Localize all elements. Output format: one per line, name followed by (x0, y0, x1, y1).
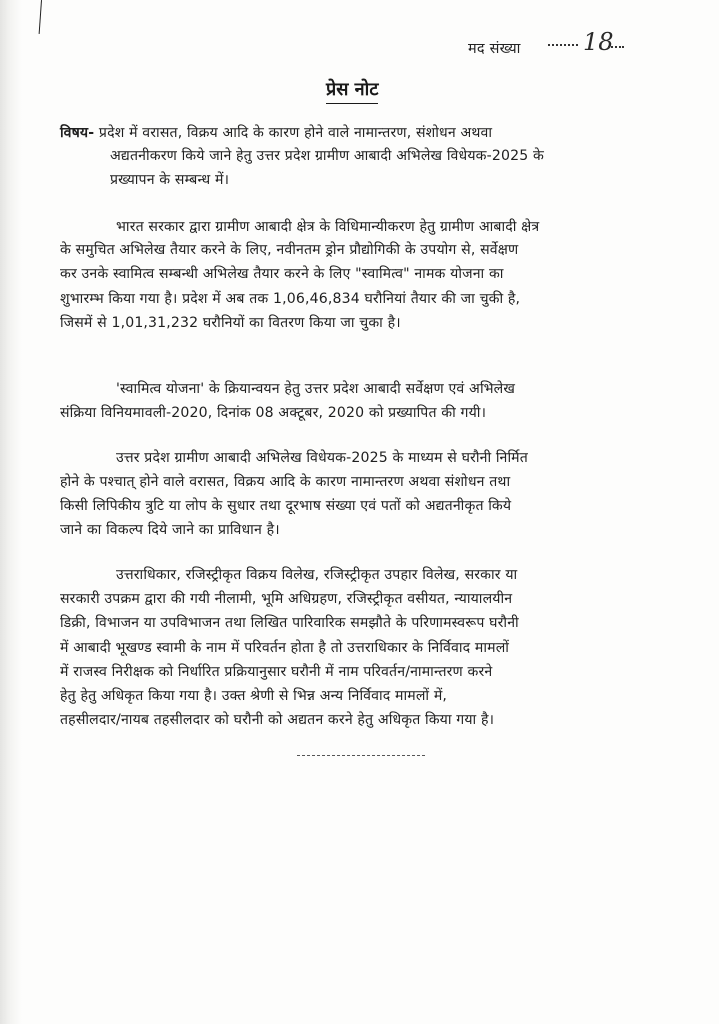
document-title: प्रेस नोट (326, 77, 378, 104)
subject-label: विषय- (60, 125, 95, 141)
paragraph-3-line-4: जाने का विकल्प दिये जाने का प्राविधान है। (60, 522, 280, 538)
paragraph-4-line-5: में राजस्व निरीक्षक को निर्धारित प्रक्रियानुसार घरौनी में नाम परिवर्तन/नामान्तरण करने (60, 664, 493, 680)
reference-label: मद संख्या (468, 41, 521, 57)
paragraph-1-line-1: भारत सरकार द्वारा ग्रामीण आबादी क्षेत्र के विधिमान्यीकरण हेतु ग्रामीण आबादी क्षेत्र (116, 219, 540, 235)
paragraph-2-line-1: 'स्वामित्व योजना' के क्रियान्वयन हेतु उत्तर प्रदेश आबादी सर्वेक्षण एवं अभिलेख (116, 381, 516, 397)
paragraph-4-line-7: तहसीलदार/नायब तहसीलदार को घरौनी को अद्यतन करने हेतु अधिकृत किया गया है। (60, 712, 495, 728)
paragraph-3-line-1: उत्तर प्रदेश ग्रामीण आबादी अभिलेख विधेयक-2025 के माध्यम से घरौनी निर्मित (116, 450, 528, 466)
page-left-edge (0, 0, 22, 1024)
paragraph-1-line-4: शुभारम्भ किया गया है। प्रदेश में अब तक 1,06,46,834 घरौनियां तैयार की जा चुकी है, (60, 291, 521, 307)
subject-text: प्रदेश में वरासत, विक्रय आदि के कारण होने वाले नामान्तरण, संशोधन अथवा (98, 125, 493, 141)
reference-dots-tail (608, 46, 624, 48)
margin-mark (39, 0, 42, 34)
subject-line-1 (60, 123, 492, 142)
subject-line-2: अद्यतनीकरण किये जाने हेतु उत्तर प्रदेश ग्रामीण आबादी अभिलेख विधेयक-2025 के (110, 148, 544, 164)
paragraph-2-line-2: संक्रिया विनियमावली-2020, दिनांक 08 अक्टूबर, 2020 को प्रख्यापित की गयी। (60, 405, 487, 421)
end-divider (297, 755, 425, 756)
paragraph-4-line-2: सरकारी उपक्रम द्वारा की गयी नीलामी, भूमि अधिग्रहण, रजिस्ट्रीकृत वसीयत, न्यायालयीन (60, 591, 513, 607)
paragraph-1-line-3: कर उनके स्वामित्व सम्बन्धी अभिलेख तैयार करने के लिए "स्वामित्व" नामक योजना का (60, 266, 504, 282)
subject-line-3: प्रख्यापन के सम्बन्ध में। (110, 172, 230, 188)
paragraph-4-line-4: में आबादी भूखण्ड स्वामी के नाम में परिवर्तन होता है तो उत्तराधिकार के निर्विवाद मामलों (60, 640, 510, 656)
paragraph-3-line-2: होने के पश्चात् होने वाले वरासत, विक्रय आदि के कारण नामान्तरण अथवा संशोधन तथा (60, 474, 511, 490)
paragraph-4-line-6: हेतु हेतु अधिकृत किया गया है। उक्त श्रेणी से भिन्न अन्य निर्विवाद मामलों में, (60, 688, 448, 704)
paragraph-1-line-2: के समुचित अभिलेख तैयार करने के लिए, नवीनतम ड्रोन प्रौद्योगिकी के उपयोग से, सर्वेक्षण (60, 242, 519, 258)
reference-dots (548, 44, 578, 46)
paragraph-4-line-3: डिक्री, विभाजन या उपविभाजन तथा लिखित पारिवारिक समझौते के परिणामस्वरूप घरौनी (60, 615, 519, 631)
paragraph-3-line-3: किसी लिपिकीय त्रुटि या लोप के सुधार तथा दूरभाष संख्या एवं पतों को अद्यतनीकृत किये (60, 498, 512, 514)
paragraph-4-line-1: उत्तराधिकार, रजिस्ट्रीकृत विक्रय विलेख, रजिस्ट्रीकृत उपहार विलेख, सरकार या (116, 567, 518, 583)
paragraph-1-line-5: जिसमें से 1,01,31,232 घरौनियों का वितरण किया जा चुका है। (60, 315, 401, 331)
reference-number: 18 (583, 28, 614, 56)
